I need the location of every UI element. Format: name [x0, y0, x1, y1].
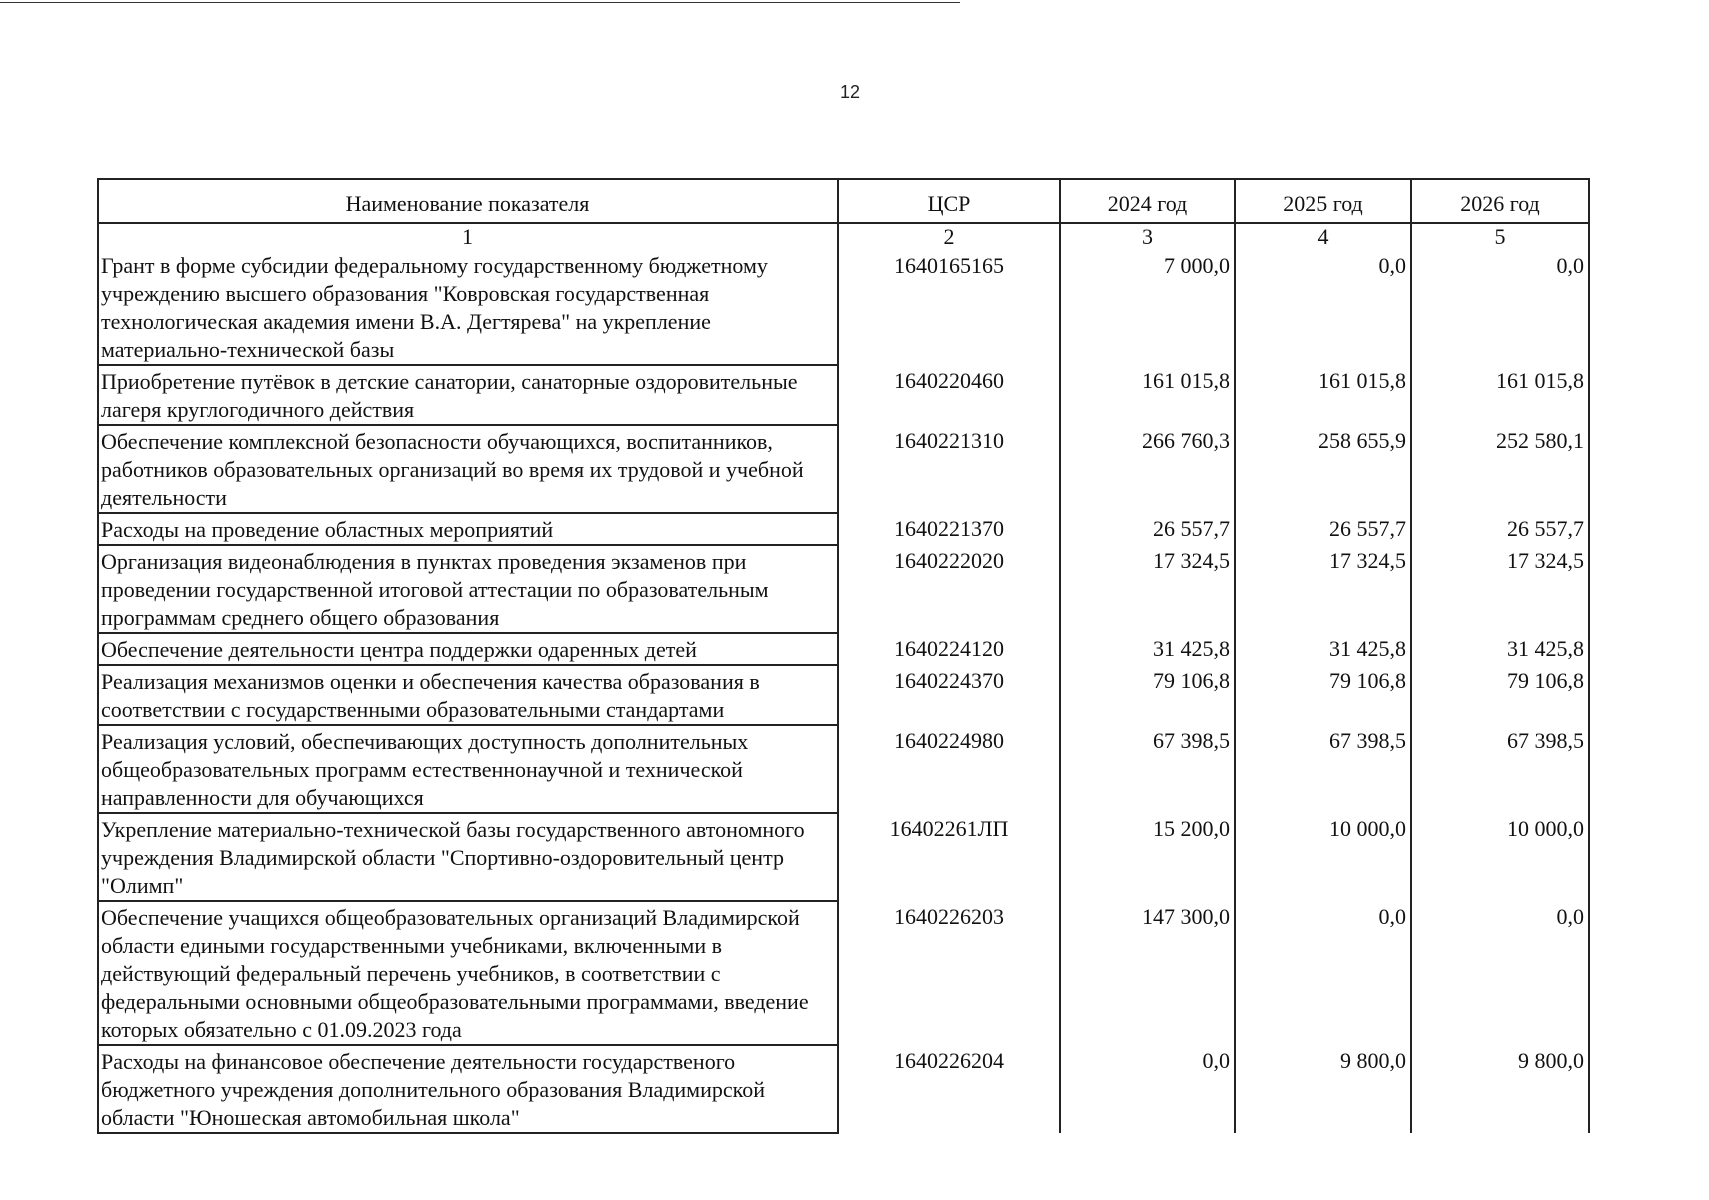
row-name: Организация видеонаблюдения в пунктах проведения экзаменов при проведении государственной итоговой аттестации по образовательным программам среднего общего образования — [98, 545, 838, 633]
table-row — [98, 813, 1589, 901]
top-rule — [0, 2, 960, 3]
column-number-3: 3 — [1060, 223, 1235, 250]
header-name: Наименование показателя — [98, 179, 838, 223]
row-value-2025: 9 800,0 — [1235, 1045, 1411, 1133]
table-row — [98, 1045, 1589, 1133]
row-name: Обеспечение учащихся общеобразовательных организаций Владимирской области едиными государственными учебниками, включенными в действующий федеральный перечень учебников, в соответствии с федеральными основными общеобразовательными программами, введение которых обязательно с 01.09.2023 года — [98, 901, 838, 1045]
row-value-2026: 9 800,0 — [1411, 1045, 1589, 1133]
row-csr: 1640220460 — [838, 365, 1060, 425]
header-2026: 2026 год — [1411, 179, 1589, 223]
column-number-5: 5 — [1411, 223, 1589, 250]
row-csr: 1640226204 — [838, 1045, 1060, 1133]
row-value-2024: 17 324,5 — [1060, 545, 1235, 633]
row-value-2024: 266 760,3 — [1060, 425, 1235, 513]
row-value-2026: 252 580,1 — [1411, 425, 1589, 513]
table-row — [98, 250, 1589, 365]
row-value-2026: 17 324,5 — [1411, 545, 1589, 633]
table-row — [98, 365, 1589, 425]
row-csr: 1640165165 — [838, 250, 1060, 365]
table-row — [98, 665, 1589, 725]
row-value-2025: 79 106,8 — [1235, 665, 1411, 725]
row-value-2025: 258 655,9 — [1235, 425, 1411, 513]
table-body — [98, 250, 1589, 1133]
table-header-row — [98, 179, 1589, 223]
row-name: Обеспечение деятельности центра поддержки одаренных детей — [98, 633, 838, 665]
row-value-2026: 79 106,8 — [1411, 665, 1589, 725]
row-value-2026: 0,0 — [1411, 250, 1589, 365]
row-value-2026: 67 398,5 — [1411, 725, 1589, 813]
page-number: 12 — [839, 82, 861, 102]
table-row — [98, 901, 1589, 1045]
row-csr: 1640221370 — [838, 513, 1060, 545]
row-value-2026: 26 557,7 — [1411, 513, 1589, 545]
row-name: Реализация условий, обеспечивающих доступность дополнительных общеобразовательных программ естественнонаучной и технической направленности для обучающихся — [98, 725, 838, 813]
row-value-2024: 26 557,7 — [1060, 513, 1235, 545]
column-number-2: 2 — [838, 223, 1060, 250]
table-row — [98, 725, 1589, 813]
row-value-2025: 26 557,7 — [1235, 513, 1411, 545]
row-name: Расходы на проведение областных мероприятий — [98, 513, 838, 545]
row-name: Приобретение путёвок в детские санатории, санаторные оздоровительные лагеря круглогодичного действия — [98, 365, 838, 425]
row-value-2024: 147 300,0 — [1060, 901, 1235, 1045]
table-row — [98, 633, 1589, 665]
row-name: Грант в форме субсидии федеральному государственному бюджетному учреждению высшего образования "Ковровская государственная технологическая академия имени В.А. Дегтярева" на укрепление материально-технической базы — [98, 250, 838, 365]
row-value-2024: 31 425,8 — [1060, 633, 1235, 665]
row-name: Расходы на финансовое обеспечение деятельности государственого бюджетного учреждения дополнительного образования Владимирской области "Юношеская автомобильная школа" — [98, 1045, 838, 1133]
row-value-2026: 31 425,8 — [1411, 633, 1589, 665]
column-number-4: 4 — [1235, 223, 1411, 250]
row-csr: 16402261ЛП — [838, 813, 1060, 901]
row-name: Укрепление материально-технической базы государственного автономного учреждения Владимирской области "Спортивно-оздоровительный центр "Олимп" — [98, 813, 838, 901]
row-value-2024: 15 200,0 — [1060, 813, 1235, 901]
header-2025: 2025 год — [1235, 179, 1411, 223]
row-value-2024: 79 106,8 — [1060, 665, 1235, 725]
row-value-2026: 0,0 — [1411, 901, 1589, 1045]
row-value-2025: 161 015,8 — [1235, 365, 1411, 425]
budget-table — [97, 178, 1590, 1134]
row-value-2024: 161 015,8 — [1060, 365, 1235, 425]
row-csr: 1640221310 — [838, 425, 1060, 513]
table-row — [98, 545, 1589, 633]
header-2024: 2024 год — [1060, 179, 1235, 223]
row-value-2024: 67 398,5 — [1060, 725, 1235, 813]
row-value-2025: 17 324,5 — [1235, 545, 1411, 633]
row-csr: 1640224370 — [838, 665, 1060, 725]
table-row — [98, 513, 1589, 545]
row-value-2025: 10 000,0 — [1235, 813, 1411, 901]
row-value-2025: 0,0 — [1235, 901, 1411, 1045]
row-value-2025: 31 425,8 — [1235, 633, 1411, 665]
row-csr: 1640226203 — [838, 901, 1060, 1045]
row-value-2025: 0,0 — [1235, 250, 1411, 365]
row-csr: 1640224980 — [838, 725, 1060, 813]
row-value-2026: 161 015,8 — [1411, 365, 1589, 425]
row-value-2026: 10 000,0 — [1411, 813, 1589, 901]
row-value-2024: 0,0 — [1060, 1045, 1235, 1133]
column-number-1: 1 — [98, 223, 838, 250]
row-csr: 1640222020 — [838, 545, 1060, 633]
row-value-2025: 67 398,5 — [1235, 725, 1411, 813]
table-row — [98, 425, 1589, 513]
row-csr: 1640224120 — [838, 633, 1060, 665]
row-value-2024: 7 000,0 — [1060, 250, 1235, 365]
row-name: Обеспечение комплексной безопасности обучающихся, воспитанников, работников образовательных организаций во время их трудовой и учебной деятельности — [98, 425, 838, 513]
column-number-row — [98, 223, 1589, 250]
row-name: Реализация механизмов оценки и обеспечения качества образования в соответствии с государственными образовательными стандартами — [98, 665, 838, 725]
header-csr: ЦСР — [838, 179, 1060, 223]
